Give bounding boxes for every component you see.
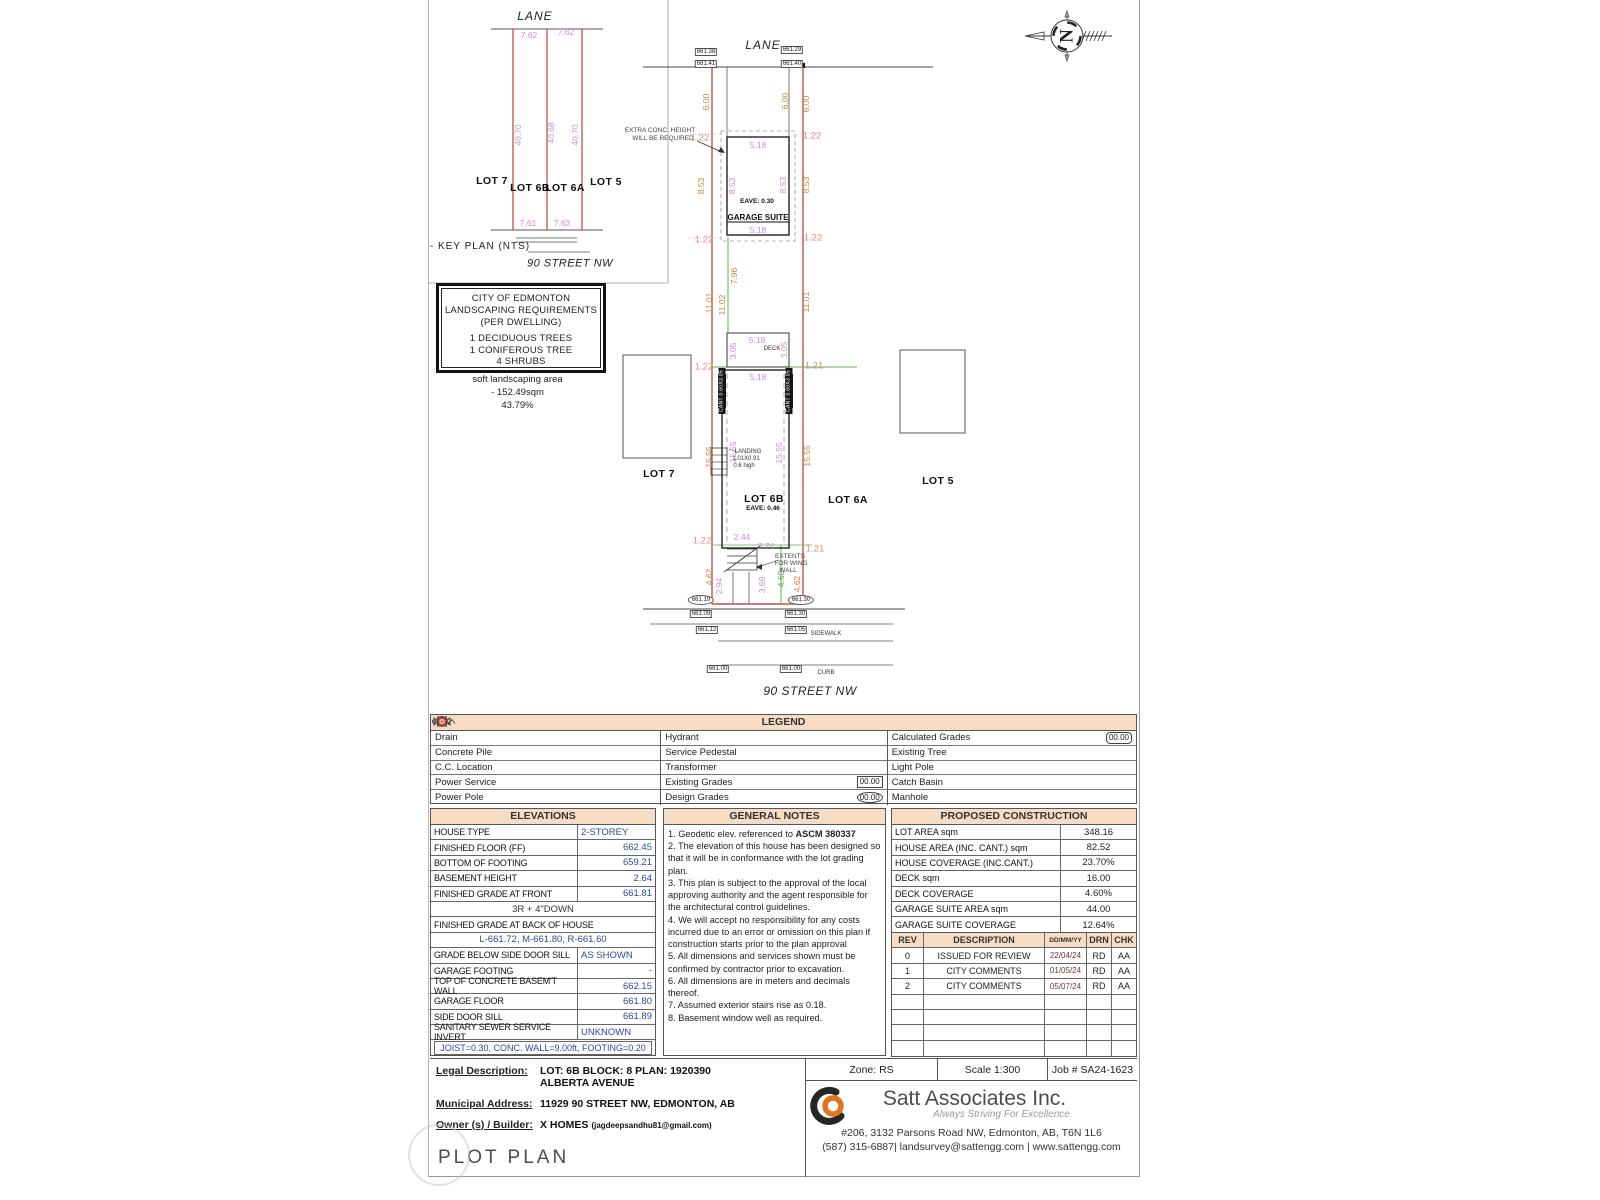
dimension-label: 6.00 [800, 95, 811, 113]
dimension-label: 8.53 [777, 176, 788, 194]
design-grades-value: 00.00 [857, 792, 883, 804]
landscaping-line: (PER DWELLING) [480, 316, 562, 328]
table-row: 3R + 4"DOWN [431, 902, 655, 917]
joist-note: JOIST=0.30, CONC. WALL=9.00ft, FOOTING=0.20 [434, 1041, 652, 1055]
row-label: BASEMENT HEIGHT [434, 873, 517, 884]
dimension-label: 7.61 [519, 217, 537, 228]
dimension-label: 4.60 [775, 570, 786, 588]
table-row [431, 1022, 655, 1043]
owner-builder-label: Owner (s) / Builder: [436, 1119, 533, 1131]
legal-description-row [436, 1065, 805, 1089]
legend-row [888, 790, 1136, 805]
row-value: 348.16 [1060, 825, 1136, 839]
legend-label: Catch Basin [891, 776, 943, 788]
keyplan-caption: - KEY PLAN (NTS) [429, 241, 531, 252]
lot-label: LOT 6A [545, 181, 585, 194]
legend-row [661, 790, 886, 805]
dimension-label: 3.69 [756, 576, 767, 594]
row-label: HOUSE TYPE [434, 827, 490, 838]
sheet-title: PLOT PLAN [438, 1147, 570, 1168]
annotation-label: 0.6 high [733, 463, 755, 469]
company-address: #206, 3132 Parsons Road NW, Edmonton, AB, T6N 1L6 [841, 1127, 1102, 1139]
revision-row [892, 948, 1136, 963]
rev-date: 05/07/24 [1045, 979, 1087, 993]
table-row [431, 948, 655, 963]
general-notes-title: GENERAL NOTES [664, 809, 885, 825]
row-label: GARAGE FLOOR [434, 996, 504, 1007]
soft-landscaping-line: - 152.49sqm [491, 386, 544, 398]
note-item: 2. The elevation of this house has been designed so that it will be in conformance with the lot grading plan. [668, 841, 881, 876]
municipal-address-value: 11929 90 STREET NW, EDMONTON, AB [540, 1098, 735, 1110]
dimension-label: 40.70 [512, 124, 523, 146]
row-value: 661.89 [577, 1010, 655, 1024]
col-header: CHK [1112, 933, 1136, 947]
legend-row [661, 761, 886, 776]
row-value: 16.00 [1060, 871, 1136, 885]
row-label: LOT AREA sqm [895, 827, 958, 838]
dimension-label: 40.68 [545, 122, 556, 144]
legend-label: Manhole [891, 792, 929, 804]
table-row [431, 887, 655, 902]
general-notes-section [663, 808, 886, 1056]
row-value: 662.15 [577, 979, 655, 993]
company-tagline: Always Striving For Excellence [933, 1109, 1070, 1120]
row-value: UNKNOWN [577, 1025, 655, 1039]
dimension-label: 5.18 [749, 224, 767, 235]
legend-row [431, 731, 660, 746]
annotation-label: LANDING [734, 449, 762, 455]
legend-label: Transformer [665, 761, 717, 773]
dimension-label: 15.55 [801, 445, 812, 467]
calculated-grades-value: 00.00 [1106, 732, 1132, 744]
soft-landscaping-note [450, 374, 585, 412]
row-value: 12.64% [1060, 917, 1136, 932]
dimension-label: 4.62 [703, 568, 714, 586]
legend-row [888, 731, 1136, 746]
row-label: TOP OF CONCRETE BASEM'T WALL [434, 976, 557, 997]
stamp-artifact [408, 1124, 470, 1186]
job-number-cell: Job # SA24-1623 [1051, 1063, 1134, 1076]
row-value: 82.52 [1060, 840, 1136, 854]
title-block [430, 1058, 1137, 1176]
legend-row [888, 761, 1136, 776]
note-item: 4. We will accept no responsibility for any costs incurred due to an error or omission on this plan if construction starts prior to the plan approval [668, 914, 871, 950]
dimension-label: 3.05 [727, 342, 738, 360]
table-row [431, 856, 655, 871]
dimension-label: 11.01 [800, 291, 811, 313]
legend-section [430, 714, 1137, 804]
row-value: AS SHOWN [577, 948, 655, 962]
row-value: 2.64 [577, 871, 655, 885]
dimension-label: 7.96 [728, 267, 739, 285]
dimension-label: 3.05 [778, 341, 789, 359]
landscaping-line: 1 CONIFEROUS TREE [469, 344, 573, 356]
legend-label: Service Pedestal [665, 747, 737, 759]
elevations-table [430, 808, 656, 1056]
note-text-bold: ASCM 380337 [795, 829, 856, 839]
municipal-address-label: Municipal Address: [436, 1098, 533, 1110]
dimension-label: 6.00 [700, 93, 711, 111]
proposed-construction-section [891, 808, 1137, 1056]
lot-label: LOT 5 [922, 474, 954, 487]
dimension-label: 11.01 [703, 292, 714, 314]
dimension-label: 7.62 [557, 26, 575, 37]
dimension-label: 2.74 [757, 540, 775, 551]
dimension-label: 5.18 [748, 334, 766, 345]
legend-row [431, 761, 660, 776]
zone-scale-job-row [806, 1059, 1137, 1081]
annotation-label: EAVE: 0.46 [746, 504, 780, 512]
dimension-label: 11.02 [716, 294, 727, 316]
legend-row [661, 775, 886, 790]
rev-description: ISSUED FOR REVIEW [924, 948, 1045, 962]
col-header: DRN [1087, 933, 1112, 947]
grade-label: 661.29 [782, 47, 802, 53]
legend-label: C.C. Location [435, 761, 493, 773]
rev-date: 01/05/24 [1045, 964, 1087, 978]
row-label: DECK COVERAGE [895, 888, 974, 899]
dimension-label: 5.18 [749, 371, 767, 382]
annotation-label: EXTENTS [775, 552, 805, 560]
lane-label: LANE [517, 9, 553, 23]
legend-label: Light Pole [891, 761, 934, 773]
elevations-title: ELEVATIONS [431, 809, 655, 825]
zone-cell: Zone: RS [806, 1059, 938, 1080]
annotation-label: EAVE: 0.30 [740, 197, 774, 205]
landscaping-requirements-box [441, 288, 601, 368]
rev-checked-by: AA [1117, 981, 1130, 992]
row-value: 4.60% [1060, 887, 1136, 901]
note-item: 3. This plan is subject to the approval of the local approving authority and the agent responsible for the architectural control guidelines. [668, 877, 868, 913]
dimension-label: 15.55 [773, 442, 784, 464]
north-letter: N [1056, 29, 1078, 43]
legend-label: Design Grades [665, 792, 729, 804]
table-row [431, 917, 655, 932]
row-label: GARAGE FOOTING [434, 965, 514, 976]
grade-label: 661.09 [691, 611, 711, 617]
note-item: 8. Basement window well as required. [668, 1012, 823, 1023]
annotation-label: EXTRA CONC. HEIGHT [624, 126, 696, 134]
dimension-label: 1.22 [803, 232, 823, 244]
table-row [892, 871, 1136, 886]
col-header: DD/MM/YY [1045, 933, 1087, 947]
rev-number: 0 [892, 948, 924, 962]
proposed-construction-title: PROPOSED CONSTRUCTION [892, 809, 1136, 825]
landscaping-line: CITY OF EDMONTON [471, 293, 571, 304]
legend-label: Power Service [435, 776, 497, 788]
row-label: GARAGE SUITE COVERAGE [895, 920, 1017, 931]
rev-description: CITY COMMENTS [924, 964, 1045, 978]
rev-drawn-by: RD [1087, 964, 1112, 978]
lot-label: LOT 7 [476, 174, 508, 187]
company-branding [806, 1087, 1137, 1153]
legend-row [431, 775, 660, 790]
dimension-label: 15.55 [703, 446, 714, 468]
revision-row [892, 979, 1136, 994]
dimension-label: 8.53 [726, 177, 737, 195]
dimension-label: 6.00 [779, 92, 790, 110]
note-item [668, 828, 881, 840]
landscaping-line: 1 DECIDUOUS TREES [469, 332, 573, 344]
grade-label: 661.40 [782, 61, 802, 67]
table-row [892, 917, 1136, 932]
note-text: 1. Geodetic elev. referenced to [668, 829, 796, 839]
dimension-label: 2.44 [733, 531, 751, 542]
table-row [892, 902, 1136, 917]
row-label: DECK sqm [895, 873, 940, 884]
row-value: 659.21 [577, 856, 655, 870]
row-label: SANITARY SEWER SERVICE INVERT [434, 1022, 551, 1043]
table-row [431, 840, 655, 855]
legend-label: Hydrant [665, 732, 699, 744]
legend-label: Drain [435, 732, 458, 744]
table-row [431, 976, 655, 997]
note-item: 7. Assumed exterior stairs rise as 0.18. [668, 1000, 827, 1011]
dimension-label: 2.94 [713, 577, 724, 595]
dimension-label: 1.22 [802, 130, 822, 142]
owner-email: (jagdeepsandhu81@gmail.com) [591, 1120, 712, 1130]
dimension-label: 1.22 [694, 234, 714, 246]
row-label: FINISHED GRADE AT FRONT [434, 888, 553, 899]
owner-builder-row [436, 1119, 805, 1131]
grade-label: 661.30 [786, 611, 806, 617]
existing-grades-value: 00.00 [857, 776, 883, 788]
north-arrow-icon [1022, 6, 1117, 66]
street-label: 90 STREET NW [526, 257, 614, 270]
dimension-label: 1.22 [690, 132, 710, 144]
annotation-label: 1.01X0.91 [732, 456, 760, 462]
grade-label: 661.00 [708, 666, 728, 672]
revision-row-empty [892, 995, 1136, 1010]
revision-table [891, 932, 1137, 1057]
row-value: 662.45 [577, 840, 655, 854]
row-label: HOUSE AREA (INC. CANT.) sqm [895, 842, 1028, 853]
table-row [892, 825, 1136, 840]
dimension-label: 1.21 [805, 543, 825, 555]
dimension-label: 7.62 [520, 29, 538, 40]
row-label: GRADE BELOW SIDE DOOR SILL [434, 950, 570, 961]
owner-builder-value: X HOMES [540, 1119, 589, 1131]
row-label: SIDE DOOR SILL [434, 1011, 503, 1022]
table-row [892, 840, 1136, 855]
lane-label: LANE [745, 38, 781, 52]
legal-description-value: LOT: 6B BLOCK: 8 PLAN: 1920390 [540, 1065, 711, 1077]
revision-header-row [892, 933, 1136, 948]
dimension-label: 4.62 [791, 575, 802, 593]
row-label: GARAGE SUITE AREA sqm [895, 904, 1009, 915]
legend-row [431, 746, 660, 761]
dimension-label: 8.53 [695, 177, 706, 195]
row-label: FINISHED FLOOR (FF) [434, 842, 526, 853]
revision-row-empty [892, 1025, 1136, 1040]
col-header: DESCRIPTION [924, 933, 1045, 947]
legend-row [888, 746, 1136, 761]
table-row [431, 994, 655, 1009]
dimension-label: 1.22 [692, 535, 712, 547]
legend-label: Power Pole [435, 792, 484, 804]
row-value: - [577, 964, 655, 978]
street-label: 90 STREET NW [763, 684, 857, 698]
dimension-label: 40.70 [569, 124, 580, 146]
revision-row-empty [892, 1041, 1136, 1056]
title-block-info [430, 1059, 806, 1177]
annotation-label: DECK [763, 346, 781, 352]
dimension-label: 8.53 [800, 176, 811, 194]
legend-label: Calculated Grades [891, 732, 971, 744]
legend-label: Existing Grades [665, 776, 733, 788]
rev-date: 22/04/24 [1045, 948, 1087, 962]
lot-label: LOT 7 [643, 467, 675, 480]
rev-drawn-by: RD [1087, 979, 1112, 993]
row-value: 44.00 [1060, 902, 1136, 916]
row-value: 23.70% [1060, 856, 1136, 870]
cantilever-label: CANT 0.60X3.05 [718, 370, 725, 412]
table-row [892, 856, 1136, 871]
dimension-label: 7.63 [553, 217, 571, 228]
legend-row [431, 790, 660, 805]
legend-title: LEGEND [431, 715, 1136, 731]
proposed-construction-table [891, 808, 1137, 934]
row-label: FINISHED GRADE AT BACK OF HOUSE [434, 919, 594, 930]
row-label: HOUSE COVERAGE (INC.CANT.) [895, 857, 1034, 868]
grade-label: 661.41 [696, 61, 716, 67]
legend-label: Concrete Pile [435, 747, 493, 759]
landscaping-line: LANDSCAPING REQUIREMENTS [444, 304, 598, 316]
table-row [431, 825, 655, 840]
company-contact: (587) 315-6887| landsurvey@sattengg.com | www.sattengg.com [822, 1141, 1121, 1153]
legend-row [661, 746, 886, 761]
legend-row [661, 731, 886, 746]
legal-description-value2: ALBERTA AVENUE [540, 1077, 635, 1089]
legal-description-label: Legal Description: [436, 1065, 528, 1077]
row-value: 661.80 [577, 994, 655, 1008]
legend-label: Existing Tree [891, 747, 947, 759]
grade-label: 661.30 [788, 595, 814, 605]
annotation-label: SIDEWALK [810, 631, 842, 637]
table-row [892, 887, 1136, 902]
rev-number: 2 [892, 979, 924, 993]
dimension-label: 1.21 [804, 360, 824, 372]
dimension-label: 5.18 [749, 139, 767, 150]
grade-label: 661.00 [781, 666, 801, 672]
row-value: 2-STOREY [577, 825, 655, 839]
scale-cell: Scale 1:300 [938, 1059, 1048, 1080]
soft-landscaping-line: 43.79% [501, 399, 534, 411]
grade-label: 661.38 [696, 49, 716, 55]
landscaping-line: 4 SHRUBS [496, 356, 546, 368]
cantilever-label: CANT 0.60X3.05 [785, 370, 792, 412]
annotation-label: CURB [817, 670, 835, 676]
building-label: GARAGE SUITE [727, 213, 789, 222]
col-header: REV [892, 933, 924, 947]
row-label: BOTTOM OF FOOTING [434, 857, 528, 868]
row-value: 661.81 [577, 887, 655, 901]
note-item: 5. All dimensions and services shown must be confirmed by contractor prior to excavation. [668, 951, 856, 974]
legend-row [888, 775, 1136, 790]
annotation-label: FOR WING [774, 559, 808, 567]
rev-description: CITY COMMENTS [924, 979, 1045, 993]
rev-number: 1 [892, 964, 924, 978]
grade-label: 661.05 [786, 627, 806, 633]
grade-label: 661.12 [697, 627, 717, 633]
revision-row-empty [892, 1010, 1136, 1025]
lot-label: LOT 5 [590, 175, 622, 188]
soft-landscaping-line: soft landscaping area [472, 374, 563, 385]
lot-label: LOT 6B [510, 181, 550, 194]
revision-row [892, 964, 1136, 979]
annotation-label: WALL [779, 566, 797, 574]
table-row [431, 871, 655, 886]
municipal-address-row [436, 1098, 805, 1110]
company-name: Satt Associates Inc. [882, 1087, 1067, 1110]
rev-checked-by: AA [1117, 950, 1130, 961]
table-row: L-661.72, M-661.80, R-661.60 [431, 933, 655, 948]
dimension-label: 15.55 [727, 441, 738, 463]
grade-label: 661.19 [688, 595, 714, 605]
dimension-label: 1.22 [694, 361, 714, 373]
lot-label: LOT 6A [828, 493, 868, 506]
rev-drawn-by: RD [1087, 948, 1112, 962]
note-item: 6. All dimensions are in meters and decimals thereof. [668, 975, 850, 999]
lot-label: LOT 6B [744, 492, 784, 505]
annotation-label: WILL BE REQUIRED [632, 134, 694, 142]
rev-checked-by: AA [1117, 965, 1130, 976]
